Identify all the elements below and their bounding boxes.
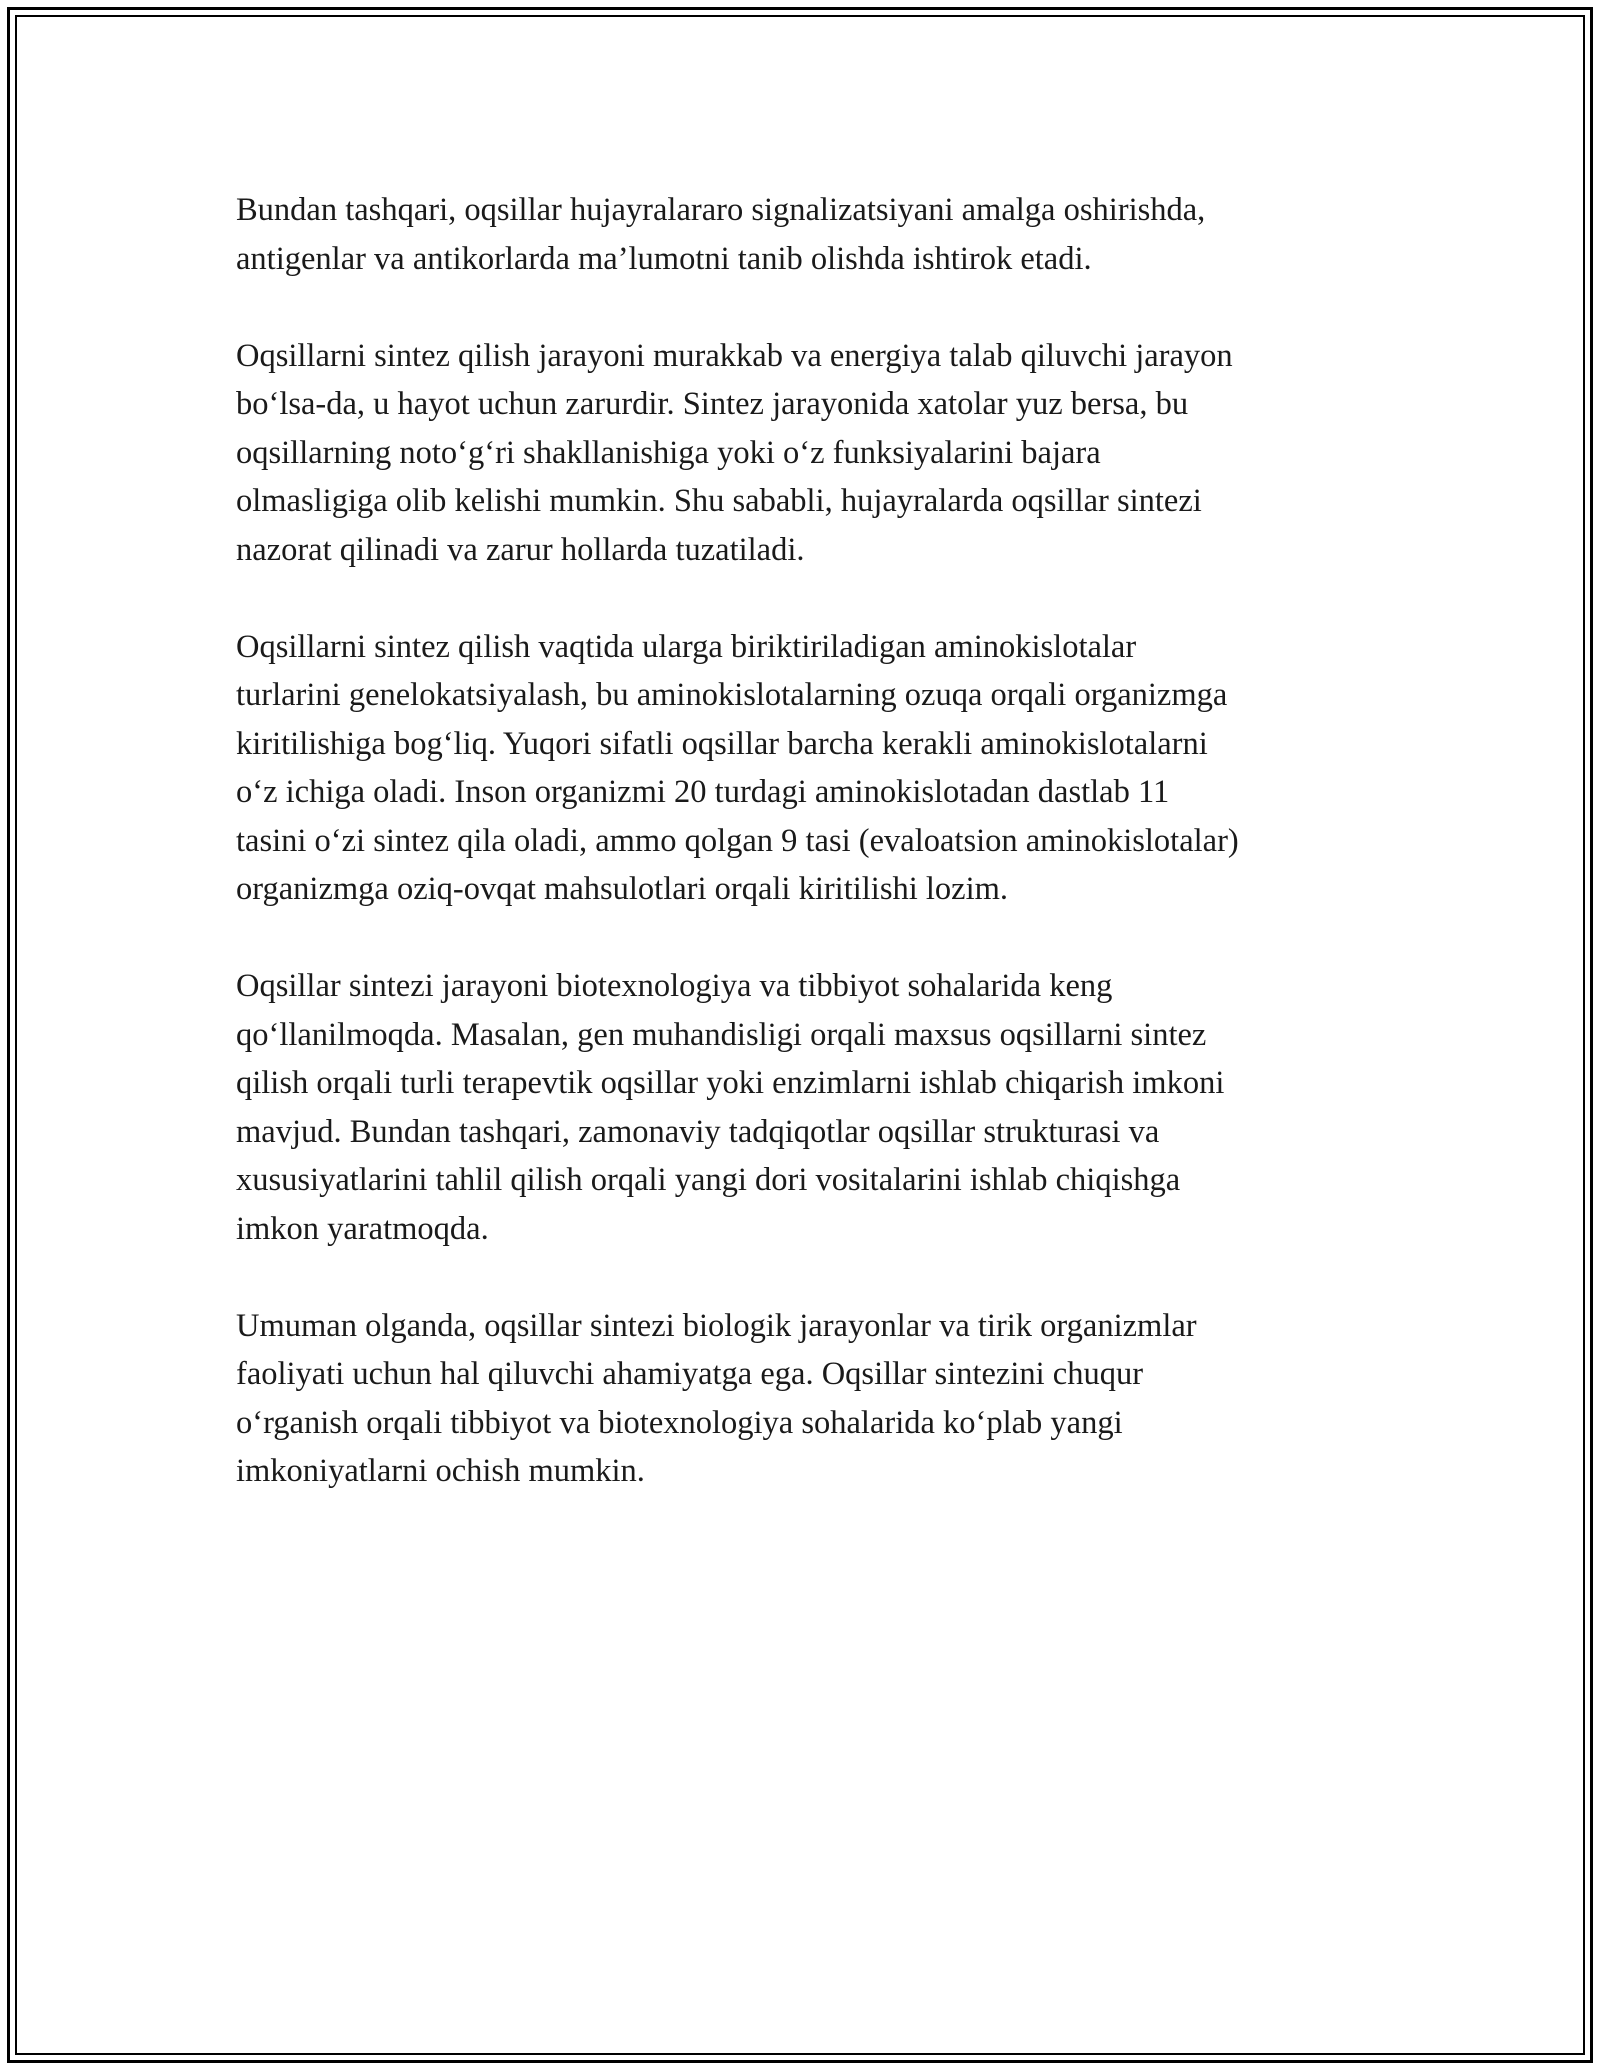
text-line: nazorat qilinadi va zarur hollarda tuzatiladi.	[236, 531, 805, 568]
text-line: Oqsillarni sintez qilish vaqtida ularga biriktiriladigan aminokislotalar	[236, 628, 1137, 665]
paragraph-2	[236, 332, 1386, 575]
text-line: Umuman olganda, oqsillar sintezi biologik jarayonlar va tirik organizmlar	[236, 1307, 1197, 1344]
text-line: bo‘lsa-da, u hayot uchun zarurdir. Sintez jarayonida xatolar yuz bersa, bu	[236, 386, 1189, 422]
paragraph-5	[236, 1302, 1386, 1496]
text-line: imkoniyatlarni ochish mumkin.	[236, 1453, 645, 1489]
text-line: organizmga oziq-ovqat mahsulotlari orqali kiritilishi lozim.	[236, 871, 1009, 907]
document-body	[236, 186, 1386, 1544]
text-line: antigenlar va antikorlarda ma’lumotni tanib olishda ishtirok etadi.	[236, 240, 1092, 277]
text-line: olmasligiga olib kelishi mumkin. Shu sababli, hujayralarda oqsillar sintezi	[236, 483, 1202, 519]
text-line: turlarini genelokatsiyalash, bu aminokislotalarning ozuqa orqali organizmga	[236, 677, 1228, 713]
text-line: imkon yaratmoqda.	[236, 1210, 489, 1247]
text-line: faoliyati uchun hal qiluvchi ahamiyatga ega. Oqsillar sintezini chuqur	[236, 1356, 1144, 1392]
text-line: qo‘llanilmoqda. Masalan, gen muhandisligi orqali maxsus oqsillarni sintez	[236, 1016, 1207, 1053]
text-line: o‘z ichiga oladi. Inson organizmi 20 turdagi aminokislotadan dastlab 11	[236, 774, 1170, 810]
text-line: Oqsillar sintezi jarayoni biotexnologiya va tibbiyot sohalarida keng	[236, 968, 1113, 1004]
paragraph-3	[236, 623, 1386, 914]
text-line: Bundan tashqari, oqsillar hujayralararo signalizatsiyani amalga oshirishda,	[236, 192, 1206, 228]
text-line: qilish orqali turli terapevtik oqsillar yoki enzimlarni ishlab chiqarish imkoni	[236, 1065, 1225, 1101]
paragraph-1	[236, 186, 1386, 283]
text-line: tasini o‘zi sintez qila oladi, ammo qolgan 9 tasi (evaloatsion aminokislotalar)	[236, 822, 1239, 859]
text-line: mavjud. Bundan tashqari, zamonaviy tadqiqotlar oqsillar strukturasi va	[236, 1113, 1160, 1150]
text-line: Oqsillarni sintez qilish jarayoni murakkab va energiya talab qiluvchi jarayon	[236, 337, 1233, 374]
text-line: kiritilishiga bog‘liq. Yuqori sifatli oqsillar barcha kerakli aminokislotalarni	[236, 725, 1208, 762]
text-line: o‘rganish orqali tibbiyot va biotexnologiya sohalarida ko‘plab yangi	[236, 1404, 1123, 1441]
text-line: xususiyatlarini tahlil qilish orqali yangi dori vositalarini ishlab chiqishga	[236, 1162, 1181, 1198]
text-line: oqsillarning noto‘g‘ri shakllanishiga yoki o‘z funksiyalarini bajara	[236, 434, 1101, 471]
paragraph-4	[236, 962, 1386, 1253]
